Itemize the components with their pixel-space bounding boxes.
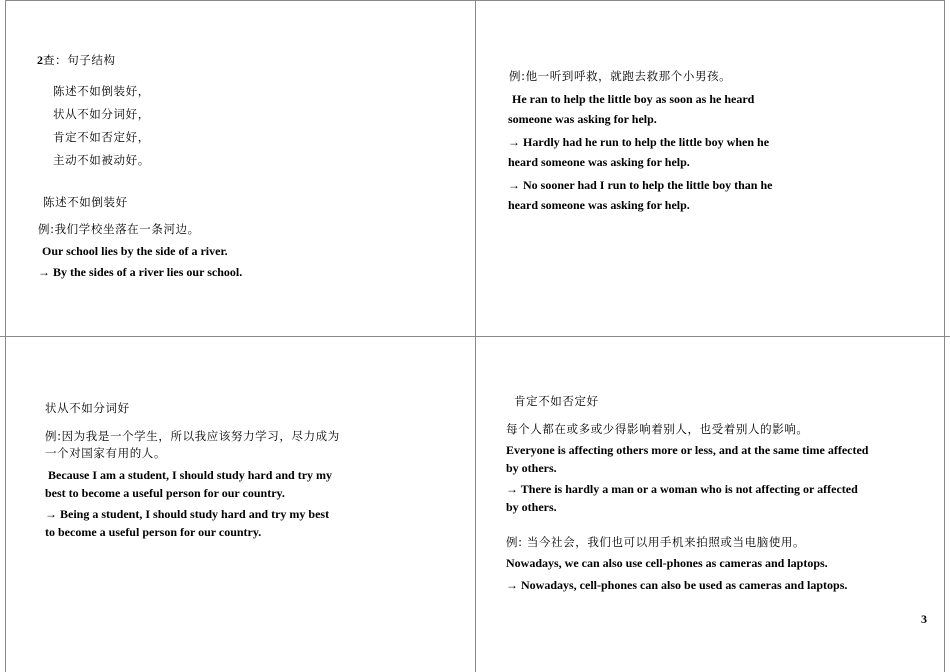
rule-line-2: 状从不如分词好， [53,107,150,121]
example-english-line-2: best to become a useful person for our country. [45,486,285,500]
example-nosooner-line-2: heard someone was asking for help. [508,198,690,212]
example-hardly-line-2: heard someone was asking for help. [508,155,690,169]
example-inverted: → By the sides of a river lies our school. [38,265,243,279]
example-active: Nowadays, we can also use cell-phones as cameras and laptops. [506,556,828,570]
example-nosooner-line-1: → No sooner had I run to help the little boy than he [508,178,773,192]
example-chinese-2: 例: 当今社会，我们也可以用手机来拍照或当电脑使用。 [506,535,806,549]
example-negative-line-1: → There is hardly a man or a woman who is not affecting or affected [506,482,858,496]
subsection-title: 肯定不如否定好 [514,394,599,408]
example-negative-line-2: by others. [506,500,557,514]
horizontal-divider [0,336,950,337]
example-english-line-2: by others. [506,461,557,475]
example-chinese-line-2: 一个对国家有用的人。 [45,446,166,460]
example-english-line-1: Because I am a student, I should study hard and try my [48,468,333,482]
section-heading [37,53,116,67]
example-english-line-1: He ran to help the little boy as soon as he heard [512,92,755,106]
example-passive: → Nowadays, cell-phones can also be used as cameras and laptops. [506,578,848,592]
example-chinese: 例:我们学校坐落在一条河边。 [38,222,200,236]
subsection-title: 状从不如分词好 [45,401,130,415]
subsection-title: 陈述不如倒装好 [43,195,128,209]
example-english-line-1: Everyone is affecting others more or less, and at the same time affected [506,443,869,457]
example-chinese-line-1: 例:因为我是一个学生，所以我应该努力学习，尽力成为 [45,429,340,443]
example-chinese: 每个人都在或多或少得影响着别人，也受着别人的影响。 [506,422,809,436]
example-participle-line-2: to become a useful person for our country. [45,525,262,539]
example-english: Our school lies by the side of a river. [42,244,228,258]
example-participle-line-1: → Being a student, I should study hard and try my best [45,507,330,521]
example-chinese: 例:他一听到呼救，就跑去救那个小男孩。 [509,69,732,83]
example-english-line-2: someone was asking for help. [508,112,657,126]
section-heading-number: 2 [37,53,43,67]
page-number: 3 [921,612,927,626]
example-hardly-line-1: → Hardly had he run to help the little boy when he [508,135,770,149]
section-heading-text: 查：句子结构 [43,53,116,67]
rule-line-4: 主动不如被动好。 [53,153,150,167]
rule-line-3: 肯定不如否定好， [53,130,150,144]
rule-line-1: 陈述不如倒装好， [53,84,150,98]
